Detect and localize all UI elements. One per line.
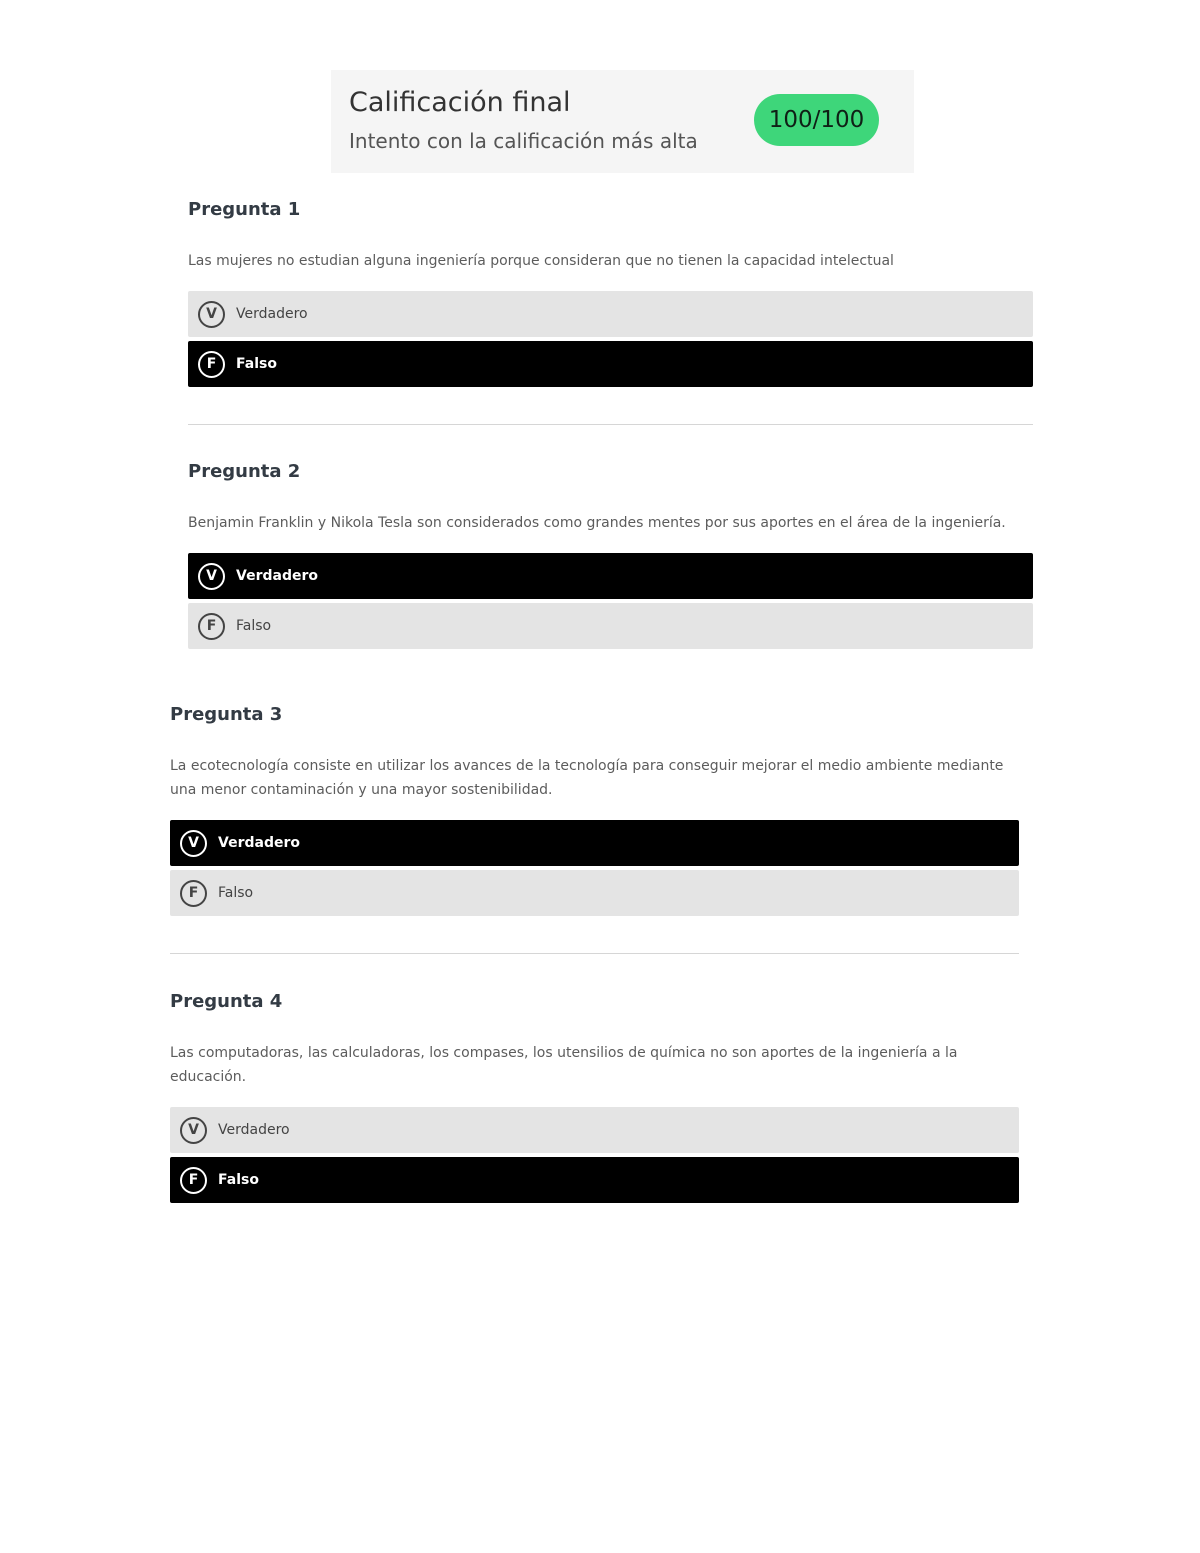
- option-verdadero[interactable]: [188, 553, 1033, 599]
- option-label: Verdadero: [236, 306, 308, 322]
- question-1: [188, 198, 1033, 391]
- question-text: Las mujeres no estudian alguna ingeniería porque consideran que no tienen la capacidad intelectual: [188, 253, 894, 269]
- score-badge: 100/100: [754, 94, 879, 146]
- option-verdadero[interactable]: [170, 820, 1019, 866]
- option-verdadero[interactable]: [170, 1107, 1019, 1153]
- question-2: [188, 460, 1033, 653]
- final-grade-title: Calificación final: [349, 87, 571, 118]
- f-circle-icon: F: [180, 1167, 207, 1194]
- f-circle-icon: F: [198, 613, 225, 640]
- question-title: Pregunta 3: [170, 704, 283, 725]
- divider: [170, 953, 1019, 954]
- option-label: Falso: [218, 1172, 259, 1188]
- f-circle-icon: F: [198, 351, 225, 378]
- option-verdadero[interactable]: [188, 291, 1033, 337]
- option-label: Falso: [236, 356, 277, 372]
- v-circle-icon: V: [198, 301, 225, 328]
- final-grade-subtitle: Intento con la calificación más alta: [349, 129, 698, 153]
- question-text: Las computadoras, las calculadoras, los compases, los utensilios de química no son aportes de la ingeniería a la educación.: [170, 1045, 958, 1085]
- option-label: Verdadero: [218, 1122, 290, 1138]
- v-circle-icon: V: [180, 1117, 207, 1144]
- v-circle-icon: V: [198, 563, 225, 590]
- option-falso[interactable]: [170, 870, 1019, 916]
- option-falso[interactable]: [188, 603, 1033, 649]
- question-title: Pregunta 2: [188, 461, 301, 482]
- question-text: La ecotecnología consiste en utilizar los avances de la tecnología para conseguir mejorar el medio ambiente mediante una menor contaminación y una mayor sostenibilidad.: [170, 758, 1004, 798]
- v-circle-icon: V: [180, 830, 207, 857]
- question-text: Benjamin Franklin y Nikola Tesla son considerados como grandes mentes por sus aportes en el área de la ingeniería.: [188, 515, 1006, 531]
- answer-options: [188, 553, 1033, 649]
- option-label: Falso: [218, 885, 254, 901]
- answer-options: [188, 291, 1033, 387]
- answer-options: [170, 820, 1019, 916]
- option-label: Verdadero: [236, 568, 318, 584]
- divider: [188, 424, 1033, 425]
- option-label: Falso: [236, 618, 272, 634]
- question-4: [170, 990, 1019, 1207]
- option-label: Verdadero: [218, 835, 300, 851]
- question-3: [170, 703, 1019, 920]
- f-circle-icon: F: [180, 880, 207, 907]
- option-falso[interactable]: [188, 341, 1033, 387]
- question-title: Pregunta 4: [170, 991, 283, 1012]
- answer-options: [170, 1107, 1019, 1203]
- question-title: Pregunta 1: [188, 199, 301, 220]
- final-grade-card: [331, 70, 914, 173]
- option-falso[interactable]: [170, 1157, 1019, 1203]
